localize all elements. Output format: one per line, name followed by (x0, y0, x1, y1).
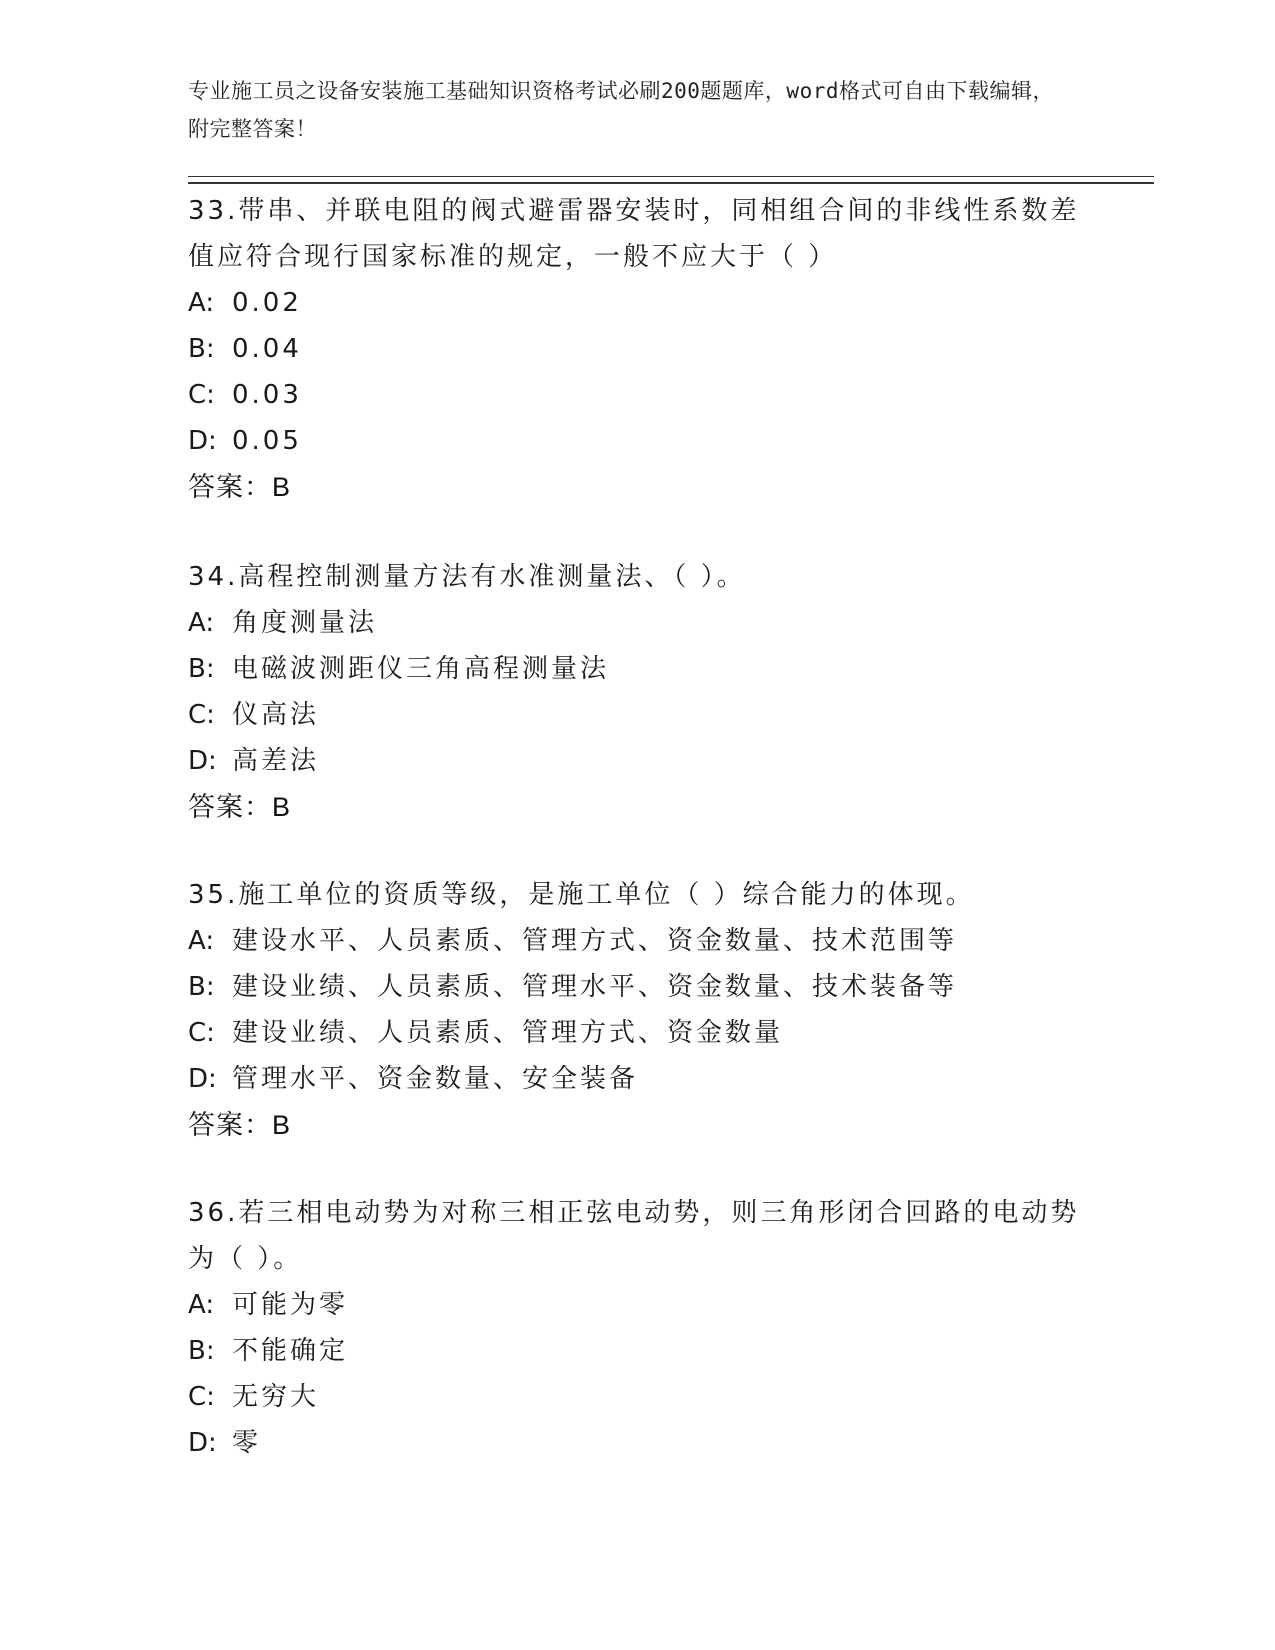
option-d (188, 738, 1088, 784)
option-d (188, 1420, 1088, 1466)
option-letter: C: (188, 700, 215, 730)
header-divider-thick (188, 182, 1154, 184)
option-text: 建设业绩、人员素质、管理方式、资金数量 (232, 1018, 784, 1048)
option-letter: A: (188, 926, 215, 956)
option-d (188, 1056, 1088, 1102)
option-letter: A: (188, 608, 215, 638)
option-letter: D: (188, 426, 217, 456)
option-text: 仪高法 (232, 700, 320, 730)
option-letter: A: (188, 288, 215, 318)
option-text: 不能确定 (232, 1336, 349, 1366)
option-letter: B: (188, 1336, 215, 1366)
option-d (188, 418, 1088, 464)
option-text: 0.03 (232, 380, 302, 410)
option-text: 0.02 (232, 288, 302, 318)
option-c (188, 1374, 1088, 1420)
option-text: 0.05 (232, 426, 302, 456)
option-letter: A: (188, 1290, 215, 1320)
option-a (188, 1282, 1088, 1328)
option-letter: B: (188, 334, 215, 364)
option-letter: B: (188, 972, 215, 1002)
option-c (188, 692, 1088, 738)
option-letter: D: (188, 1428, 217, 1458)
question-stem: 33.带串、并联电阻的阀式避雷器安装时，同相组合间的非线性系数差值应符合现行国家标准的规定，一般不应大于（ ） (188, 196, 1080, 272)
question-36 (188, 1190, 1088, 1466)
option-text: 电磁波测距仪三角高程测量法 (232, 654, 610, 684)
option-text: 零 (232, 1428, 262, 1458)
answer-line: 答案：B (188, 472, 292, 502)
option-text: 0.04 (232, 334, 302, 364)
question-35 (188, 872, 1088, 1148)
option-b (188, 646, 1088, 692)
option-b (188, 964, 1088, 1010)
question-34 (188, 554, 1088, 830)
option-a (188, 280, 1088, 326)
answer-line: 答案：B (188, 1110, 292, 1140)
option-letter: C: (188, 380, 215, 410)
answer-line: 答案：B (188, 792, 292, 822)
option-b (188, 326, 1088, 372)
option-letter: D: (188, 1064, 217, 1094)
option-a (188, 918, 1088, 964)
question-stem: 35.施工单位的资质等级，是施工单位（ ）综合能力的体现。 (188, 880, 975, 910)
option-letter: C: (188, 1018, 215, 1048)
option-text: 建设水平、人员素质、管理方式、资金数量、技术范围等 (232, 926, 958, 956)
option-c (188, 372, 1088, 418)
option-text: 角度测量法 (232, 608, 378, 638)
option-text: 可能为零 (232, 1290, 349, 1320)
option-c (188, 1010, 1088, 1056)
option-text: 管理水平、资金数量、安全装备 (232, 1064, 639, 1094)
option-text: 建设业绩、人员素质、管理水平、资金数量、技术装备等 (232, 972, 958, 1002)
option-letter: B: (188, 654, 215, 684)
option-b (188, 1328, 1088, 1374)
question-stem: 34.高程控制测量方法有水准测量法、（ ）。 (188, 562, 746, 592)
document-intro: 专业施工员之设备安装施工基础知识资格考试必刷200题题库，word格式可自由下载编辑，附完整答案！ (188, 79, 1054, 141)
question-stem: 36.若三相电动势为对称三相正弦电动势，则三角形闭合回路的电动势为（ ）。 (188, 1198, 1080, 1274)
option-text: 高差法 (232, 746, 320, 776)
question-33 (188, 188, 1088, 510)
option-a (188, 600, 1088, 646)
option-letter: D: (188, 746, 217, 776)
option-text: 无穷大 (232, 1382, 320, 1412)
header-divider-thin (188, 176, 1154, 177)
option-letter: C: (188, 1382, 215, 1412)
